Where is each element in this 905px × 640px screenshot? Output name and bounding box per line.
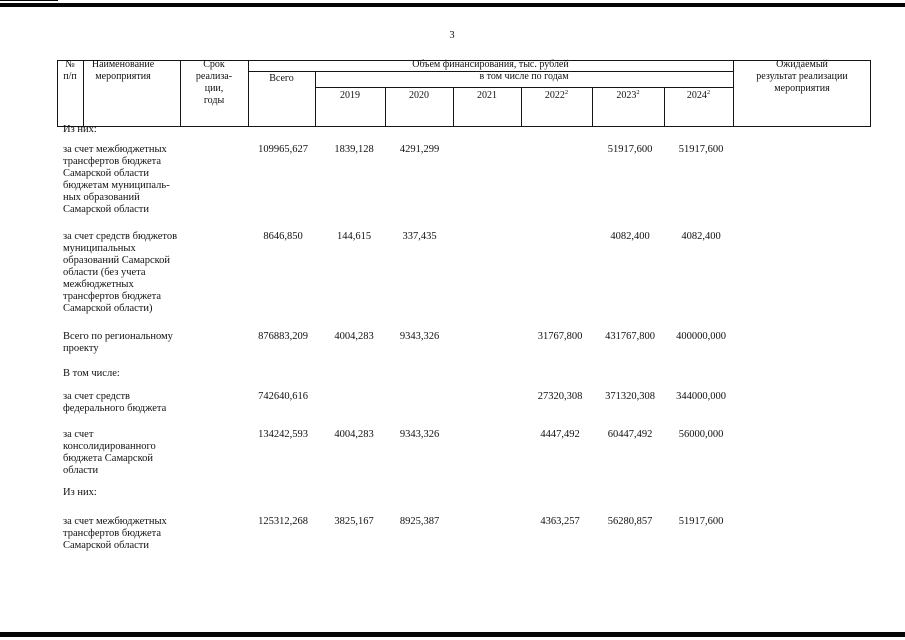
value-total: 742640,616	[258, 391, 308, 402]
header-year-2023	[592, 90, 664, 102]
table-row	[0, 231, 905, 314]
value-2024: 4082,400	[681, 231, 721, 242]
value-2020: 9343,326	[399, 429, 440, 440]
header-year-2021	[453, 90, 521, 102]
section-label: В том числе:	[63, 368, 120, 379]
section-label: Из них:	[63, 487, 97, 498]
row-name: за счет средств федерального бюджета	[63, 391, 167, 414]
table-row	[0, 331, 905, 354]
section-label-row	[0, 487, 905, 498]
value-2024: 400000,000	[676, 331, 726, 342]
header-number: № п/п	[63, 59, 77, 82]
page-number: 3	[449, 30, 455, 41]
row-name: Всего по региональному проекту	[63, 331, 173, 354]
value-2019: 4004,283	[334, 331, 374, 342]
value-2020: 337,435	[402, 231, 437, 242]
year-label: 2019	[340, 90, 360, 101]
header-term: Срок реализа- ции, годы	[195, 59, 233, 106]
header-total: Всего	[269, 73, 294, 84]
value-2020: 8925,387	[399, 516, 440, 527]
value-2023: 51917,600	[607, 144, 653, 155]
value-total: 109965,627	[258, 144, 308, 155]
section-label: Из них:	[63, 124, 97, 135]
value-2023: 60447,492	[607, 429, 653, 440]
year-label: 2021	[477, 90, 497, 101]
table-row	[0, 429, 905, 476]
value-2024: 56000,000	[678, 429, 724, 440]
value-2020: 9343,326	[399, 331, 440, 342]
footnote-mark: 2	[564, 89, 569, 96]
value-total: 134242,593	[258, 429, 308, 440]
year-label: 2020	[409, 90, 429, 101]
row-name: за счет консолидированного бюджета Самарской области	[63, 429, 156, 476]
table-rule	[315, 87, 734, 88]
header-activity-name: Наименование мероприятия	[91, 59, 155, 82]
section-label-row	[0, 368, 905, 379]
header-funding: Объем финансирования, тыс. рублей	[412, 59, 569, 70]
value-total: 876883,209	[258, 331, 308, 342]
value-2019: 144,615	[336, 231, 372, 242]
footnote-mark: 2	[706, 89, 711, 96]
row-name: за счет межбюджетных трансфертов бюджета Самарской области	[63, 516, 167, 551]
header-year-2019	[315, 90, 385, 102]
value-2022: 27320,308	[537, 391, 583, 402]
row-name: за счет средств бюджетов муниципальных образований Самарской области (без учета межбюджетных трансфертов бюджета Самарской области)	[63, 231, 178, 314]
value-total: 8646,850	[263, 231, 303, 242]
header-year-2020	[385, 90, 453, 102]
value-2024: 51917,600	[678, 144, 724, 155]
year-label: 2024	[686, 90, 707, 101]
value-2023: 431767,800	[605, 331, 655, 342]
section-label-row	[0, 124, 905, 135]
value-2024: 344000,000	[676, 391, 726, 402]
value-total: 125312,268	[258, 516, 308, 527]
value-2023: 4082,400	[610, 231, 650, 242]
value-2023: 371320,308	[605, 391, 655, 402]
table-row	[0, 516, 905, 551]
value-2019: 4004,283	[334, 429, 374, 440]
footnote-mark: 2	[636, 89, 640, 96]
value-2019: 3825,167	[334, 516, 374, 527]
value-2023: 56280,857	[607, 516, 653, 527]
table-row	[0, 391, 905, 414]
value-2020: 4291,299	[399, 144, 440, 155]
scan-edge-top-mark	[0, 0, 58, 1]
row-name: за счет межбюджетных трансфертов бюджета Самарской области бюджетам муниципаль- ных образований Самарской области	[63, 144, 170, 215]
value-2022: 4447,492	[540, 429, 580, 440]
year-label: 2023	[616, 90, 637, 101]
value-2024: 51917,600	[678, 516, 724, 527]
scan-edge-bottom	[0, 632, 905, 637]
value-2019: 1839,128	[334, 144, 374, 155]
value-2022: 31767,800	[537, 331, 583, 342]
header-year-2022	[521, 90, 592, 102]
table-row	[0, 144, 905, 215]
scan-edge-top	[0, 3, 905, 7]
value-2022: 4363,257	[540, 516, 580, 527]
header-by-years: в том числе по годам	[479, 71, 569, 82]
year-label: 2022	[544, 90, 565, 101]
header-year-2024	[664, 90, 733, 102]
header-expected-result: Ожидаемый результат реализации мероприятия	[756, 59, 848, 94]
